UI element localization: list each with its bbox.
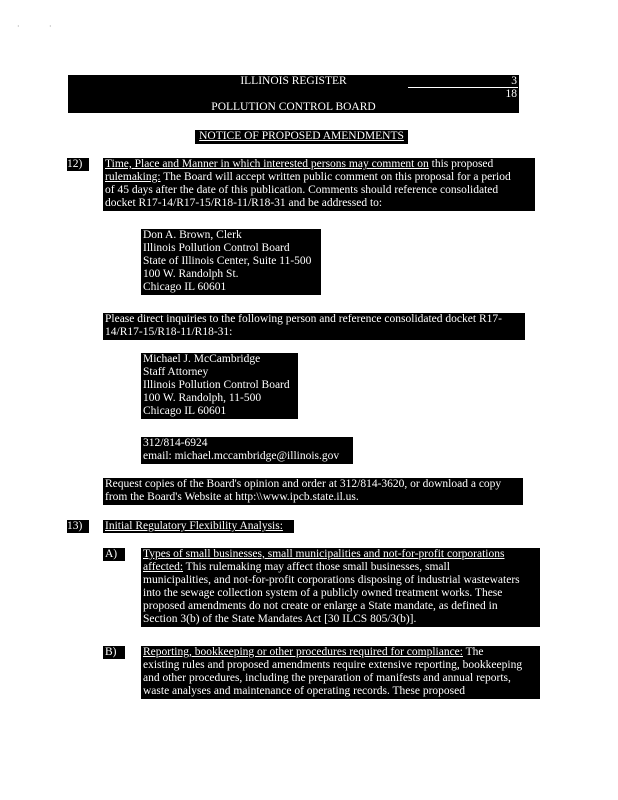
item-12-number: 12) [67, 158, 89, 171]
attorney-addr: 100 W. Randolph, 11-500 [143, 392, 262, 404]
copies-line2: from the Board's Website at http:\\www.ipcb.state.il.us. [105, 491, 359, 503]
header-block [68, 75, 519, 113]
item-12-line4: docket R17-14/R17-15/R18-11/R18-31 and be addressed to: [105, 197, 383, 209]
register-title: ILLINOIS REGISTER [240, 75, 347, 87]
item-12-heading: Time, Place and Manner in which interested persons may comment on [105, 158, 429, 170]
agency-name: POLLUTION CONTROL BOARD [211, 101, 376, 113]
clerk-addr2: 100 W. Randolph St. [143, 268, 239, 280]
scan-speck: · [17, 22, 20, 31]
item-a-line3: municipalities, and not-for-profit corporations disposing of industrial wastewaters [143, 574, 520, 586]
inquiry-line2: 14/R17-15/R18-11/R18-31: [105, 326, 233, 338]
item-a-line2: This rulemaking may affect those small businesses, small [183, 561, 450, 573]
attorney-title: Staff Attorney [143, 366, 209, 378]
item-12-rulemaking: rulemaking: [105, 171, 161, 183]
clerk-address-block [141, 229, 321, 295]
clerk-city: Chicago IL 60601 [143, 281, 227, 293]
item-b-paragraph [141, 646, 540, 699]
contact-block [141, 437, 353, 464]
item-a-line5: proposed amendments do not create or enlarge a State mandate, as defined in [143, 600, 498, 612]
item-12-line2: The Board will accept written public comment on this proposal for a period [160, 171, 511, 183]
item-a-line4: into the sewage collection system of a publicly owned treatment works. These [143, 587, 503, 599]
attorney-address-block [141, 353, 298, 419]
page-number: 18 [505, 88, 517, 100]
attorney-name: Michael J. McCambridge [143, 353, 261, 365]
item-12-heading-rest: this proposed [428, 158, 494, 170]
item-12-paragraph [103, 158, 535, 211]
item-b-line2: existing rules and proposed amendments require extensive reporting, bookkeeping [143, 659, 523, 671]
item-a-line6: Section 3(b) of the State Mandates Act [30 ILCS 805/3(b)]. [143, 613, 417, 625]
clerk-name: Don A. Brown, Clerk [143, 229, 242, 241]
item-13-number: 13) [67, 520, 89, 533]
item-a-affected: affected: [143, 561, 184, 573]
attorney-org: Illinois Pollution Control Board [143, 379, 290, 391]
item-b-label: B) [103, 646, 125, 659]
copies-paragraph [103, 478, 523, 505]
item-a-label: A) [103, 548, 125, 561]
item-a-line1: Types of small businesses, small municipalities and not-for-profit corporations [143, 548, 505, 560]
header-mark: 3 [511, 75, 517, 87]
inquiry-paragraph [103, 313, 525, 340]
item-12-line3: of 45 days after the date of this publication. Comments should reference consolidated [105, 184, 499, 196]
attorney-phone: 312/814-6924 [143, 437, 208, 449]
attorney-email: email: michael.mccambridge@illinois.gov [143, 450, 340, 462]
scan-speck: · [49, 22, 52, 31]
item-13-heading: Initial Regulatory Flexibility Analysis: [103, 520, 294, 533]
item-b-line1-rest: The [462, 646, 484, 658]
item-b-heading: Reporting, bookkeeping or other procedures required for compliance: [143, 646, 463, 658]
attorney-city: Chicago IL 60601 [143, 405, 227, 417]
item-b-line4: waste analyses and maintenance of operating records. These proposed [143, 685, 465, 697]
clerk-org: Illinois Pollution Control Board [143, 242, 290, 254]
inquiry-line1: Please direct inquiries to the following person and reference consolidated docket R17- [105, 313, 502, 325]
item-a-paragraph [141, 548, 540, 627]
clerk-addr1: State of Illinois Center, Suite 11-500 [143, 255, 312, 267]
notice-title: NOTICE OF PROPOSED AMENDMENTS [195, 130, 408, 144]
item-b-line3: and other procedures, including the preparation of manifests and annual reports, [143, 672, 511, 684]
copies-line1: Request copies of the Board's opinion and order at 312/814-3620, or download a copy [105, 478, 502, 490]
header-rule [408, 87, 518, 88]
